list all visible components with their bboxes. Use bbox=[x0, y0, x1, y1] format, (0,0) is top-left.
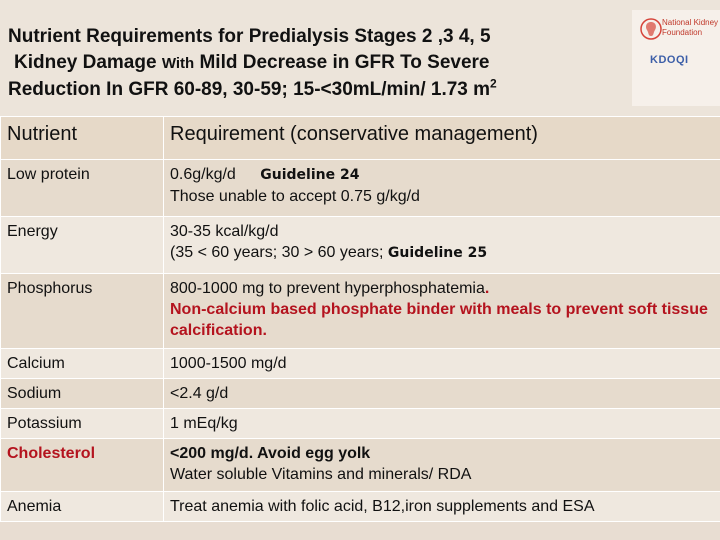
nutrient-cell: Phosphorus bbox=[1, 274, 164, 349]
table-row bbox=[1, 439, 720, 492]
title-line-3-superscript: 2 bbox=[490, 76, 497, 91]
table-row bbox=[1, 160, 720, 217]
requirement-value: 800-1000 mg to prevent hyperphosphatemia bbox=[170, 280, 485, 297]
guideline-note: Guideline 25 bbox=[387, 245, 488, 261]
requirement-value: <200 mg/d. Avoid egg yolk bbox=[170, 445, 371, 462]
kidney-logo-icon bbox=[640, 18, 662, 40]
nutrient-cell: Sodium bbox=[1, 379, 164, 409]
title-line-2b: With bbox=[161, 55, 195, 72]
requirement-cell: 1 mEq/kg bbox=[164, 409, 720, 439]
requirement-cell: <2.4 g/d bbox=[164, 379, 720, 409]
title-line-3 bbox=[8, 77, 628, 103]
nutrient-cell: Energy bbox=[1, 217, 164, 274]
nutrient-requirements-table bbox=[0, 116, 720, 522]
nutrient-cell: Cholesterol bbox=[1, 439, 164, 492]
nutrient-cell: Potassium bbox=[1, 409, 164, 439]
requirement-cell bbox=[164, 439, 720, 492]
requirement-line-2: Those unable to accept 0.75 g/kg/d bbox=[170, 188, 420, 205]
logo-org-line-2: Foundation bbox=[662, 28, 703, 37]
requirement-cell: Treat anemia with folic acid, B12,iron supplements and ESA bbox=[164, 492, 720, 522]
requirement-cell bbox=[164, 160, 720, 217]
requirement-period: . bbox=[484, 280, 490, 297]
table-row bbox=[1, 492, 720, 522]
title-line-2 bbox=[8, 50, 628, 77]
requirement-value: 0.6g/kg/d bbox=[170, 166, 236, 183]
requirement-line-2: (35 < 60 years; 30 > 60 years; bbox=[170, 244, 384, 261]
requirement-line-2: Water soluble Vitamins and minerals/ RDA bbox=[170, 466, 472, 483]
nkf-kdoqi-logo bbox=[632, 10, 720, 106]
guideline-note: Guideline 24 bbox=[260, 167, 360, 183]
logo-org-line-1: National Kidney bbox=[662, 18, 719, 27]
table-row bbox=[1, 274, 720, 349]
nutrient-cell: Calcium bbox=[1, 349, 164, 379]
requirement-value: 30-35 kcal/kg/d bbox=[170, 223, 279, 240]
requirement-cell bbox=[164, 217, 720, 274]
logo-kdoqi: KDOQI bbox=[650, 54, 689, 66]
column-header-nutrient: Nutrient bbox=[1, 117, 164, 160]
column-header-requirement: Requirement (conservative management) bbox=[164, 117, 720, 160]
title-line-2a: Kidney Damage bbox=[14, 52, 162, 73]
table-row bbox=[1, 409, 720, 439]
binder-recommendation: Non-calcium based phosphate binder with meals to prevent soft tissue calcification. bbox=[170, 301, 708, 339]
table-row bbox=[1, 379, 720, 409]
nutrient-cell: Anemia bbox=[1, 492, 164, 522]
title-line-1: Nutrient Requirements for Predialysis Stages 2 ,3 4, 5 bbox=[8, 26, 491, 47]
table-row bbox=[1, 349, 720, 379]
title-line-3-text: Reduction In GFR 60-89, 30-59; 15-<30mL/min/ 1.73 m bbox=[8, 79, 491, 100]
table-row bbox=[1, 217, 720, 274]
title-line-2c: Mild Decrease in GFR To Severe bbox=[194, 52, 490, 73]
logo-org-name bbox=[662, 18, 720, 38]
requirement-cell bbox=[164, 274, 720, 349]
nutrient-cell: Low protein bbox=[1, 160, 164, 217]
requirement-cell: 1000-1500 mg/d bbox=[164, 349, 720, 379]
slide-title bbox=[8, 24, 628, 103]
table-header-row bbox=[1, 117, 720, 160]
